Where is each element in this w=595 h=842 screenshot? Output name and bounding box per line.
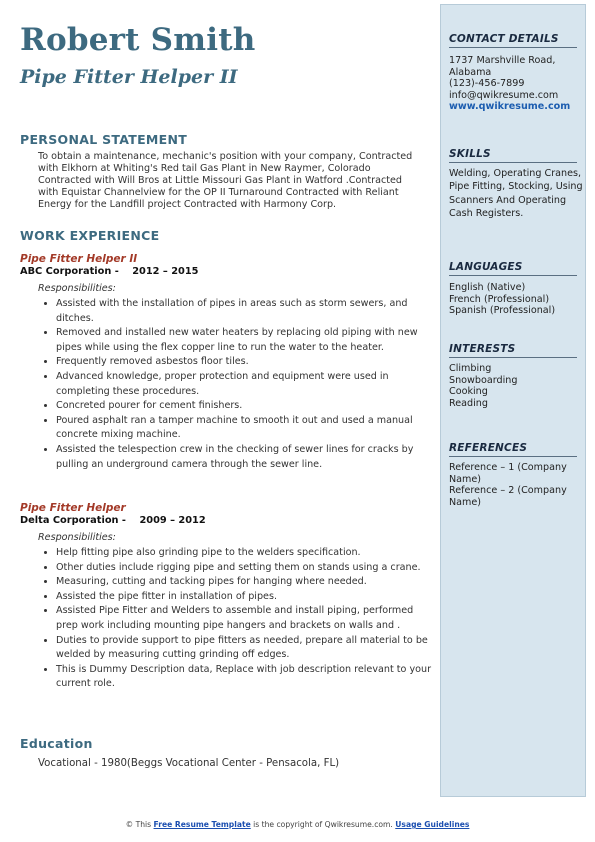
language-item: Spanish (Professional) [449,305,556,317]
list-item: • Advanced knowledge, proper protection and equipment were used in completing these procedures. [56,370,434,399]
list-item: • Measuring, cutting and tacking pipes for hanging where needed. [56,575,434,590]
list-item: • Poured asphalt ran a tamper machine to smooth it out and used a manual concrete mixing machine. [56,414,434,443]
responsibilities-label: Responsibilities: [38,283,116,294]
references-list [449,462,583,508]
job-title-header: Pipe Fitter Helper II [20,66,238,88]
page-title: Robert Smith [20,22,256,58]
website-link[interactable]: www.qwikresume.com [449,101,571,113]
interests-heading: INTERESTS [449,343,577,358]
reference-item: Reference – 2 (Company Name) [449,485,567,508]
work-experience-heading: WORK EXPERIENCE [20,228,160,243]
interest-item: Cooking [449,386,488,398]
languages-heading: LANGUAGES [449,261,577,276]
footer [0,820,595,829]
list-item: • This is Dummy Description data, Replace with job description relevant to your current role. [56,663,434,692]
address-line: 1737 Marshville Road, [449,55,556,66]
company-line [20,515,206,526]
personal-statement-heading: PERSONAL STATEMENT [20,132,188,147]
company-name: Delta Corporation - [20,515,127,526]
company-line [20,266,199,277]
list-item: • Assisted the telespection crew in the checking of sewer lines for cracks by pulling an underground camera through the sewer line. [56,443,434,472]
language-item: English (Native) [449,282,526,293]
job-title: Pipe Fitter Helper II [20,253,138,265]
language-item: French (Professional) [449,293,550,305]
skills-heading: SKILLS [449,148,577,163]
responsibilities-list [38,297,434,472]
company-name: ABC Corporation - [20,266,119,277]
personal-statement-text: To obtain a maintenance, mechanic's position with your company, Contracted with Elkhorn at Whiting's Red tail Gas Plant in New Raymer, Colorado Contracted with Will Bros at Little Missouri Gas Plant in Watford .Contracted with Equistar Channelview for the OP II Turnaround Contracted with Reliant Energy for the Landfill project Contracted with Harmony Corp. [38,151,413,210]
job-dates: 2012 – 2015 [132,266,199,277]
responsibilities-list [38,546,434,692]
list-item: • Concreted pourer for cement finishers. [56,399,434,414]
reference-item: Reference – 1 (Company Name) [449,462,567,485]
contact-details [449,55,583,113]
free-resume-template-link[interactable]: Free Resume Template [153,820,251,829]
references-heading: REFERENCES [449,442,577,457]
list-item: • Frequently removed asbestos floor tiles. [56,355,434,370]
interest-item: Snowboarding [449,374,518,386]
list-item: • Removed and installed new water heaters by replacing old piping with new pipes while using the flex copper line to run the water to the heater. [56,326,434,355]
languages-list [449,282,583,317]
education-heading: Education [20,736,93,751]
interests-list [449,363,583,409]
email-text[interactable]: info@qwikresume.com [449,89,559,101]
list-item: • Help fitting pipe also grinding pipe to the welders specification. [56,546,434,561]
phone-text: (123)-456-7899 [449,78,525,90]
job-title: Pipe Fitter Helper [20,502,126,514]
list-item: • Other duties include rigging pipe and setting them on stands using a crane. [56,561,434,576]
usage-guidelines-link[interactable]: Usage Guidelines [395,820,470,829]
contact-heading: CONTACT DETAILS [449,33,577,48]
list-item: • Assisted the pipe fitter in installation of pipes. [56,590,434,605]
interest-item: Reading [449,397,488,409]
list-item: • Assisted Pipe Fitter and Welders to assemble and install piping, performed prep work including mounting pipe hangers and brackets on walls and . [56,604,434,633]
skills-text: Welding, Operating Cranes, Pipe Fitting, Stocking, Using Scanners And Operating Cash Registers. [449,168,583,220]
interest-item: Climbing [449,363,492,374]
list-item: • Duties to provide support to pipe fitters as needed, prepare all material to be welded by measuring cutting grinding off edges. [56,634,434,663]
footer-prefix: © This [125,820,152,829]
footer-copyright-text: is the copyright of Qwikresume.com. [253,820,393,829]
education-entry: Vocational - 1980(Beggs Vocational Center - Pensacola, FL) [38,758,340,769]
sidebar [440,4,586,797]
address-line: Alabama [449,66,492,78]
list-item: • Assisted with the installation of pipes in areas such as storm sewers, and ditches. [56,297,434,326]
responsibilities-label: Responsibilities: [38,532,116,543]
job-dates: 2009 – 2012 [139,515,206,526]
